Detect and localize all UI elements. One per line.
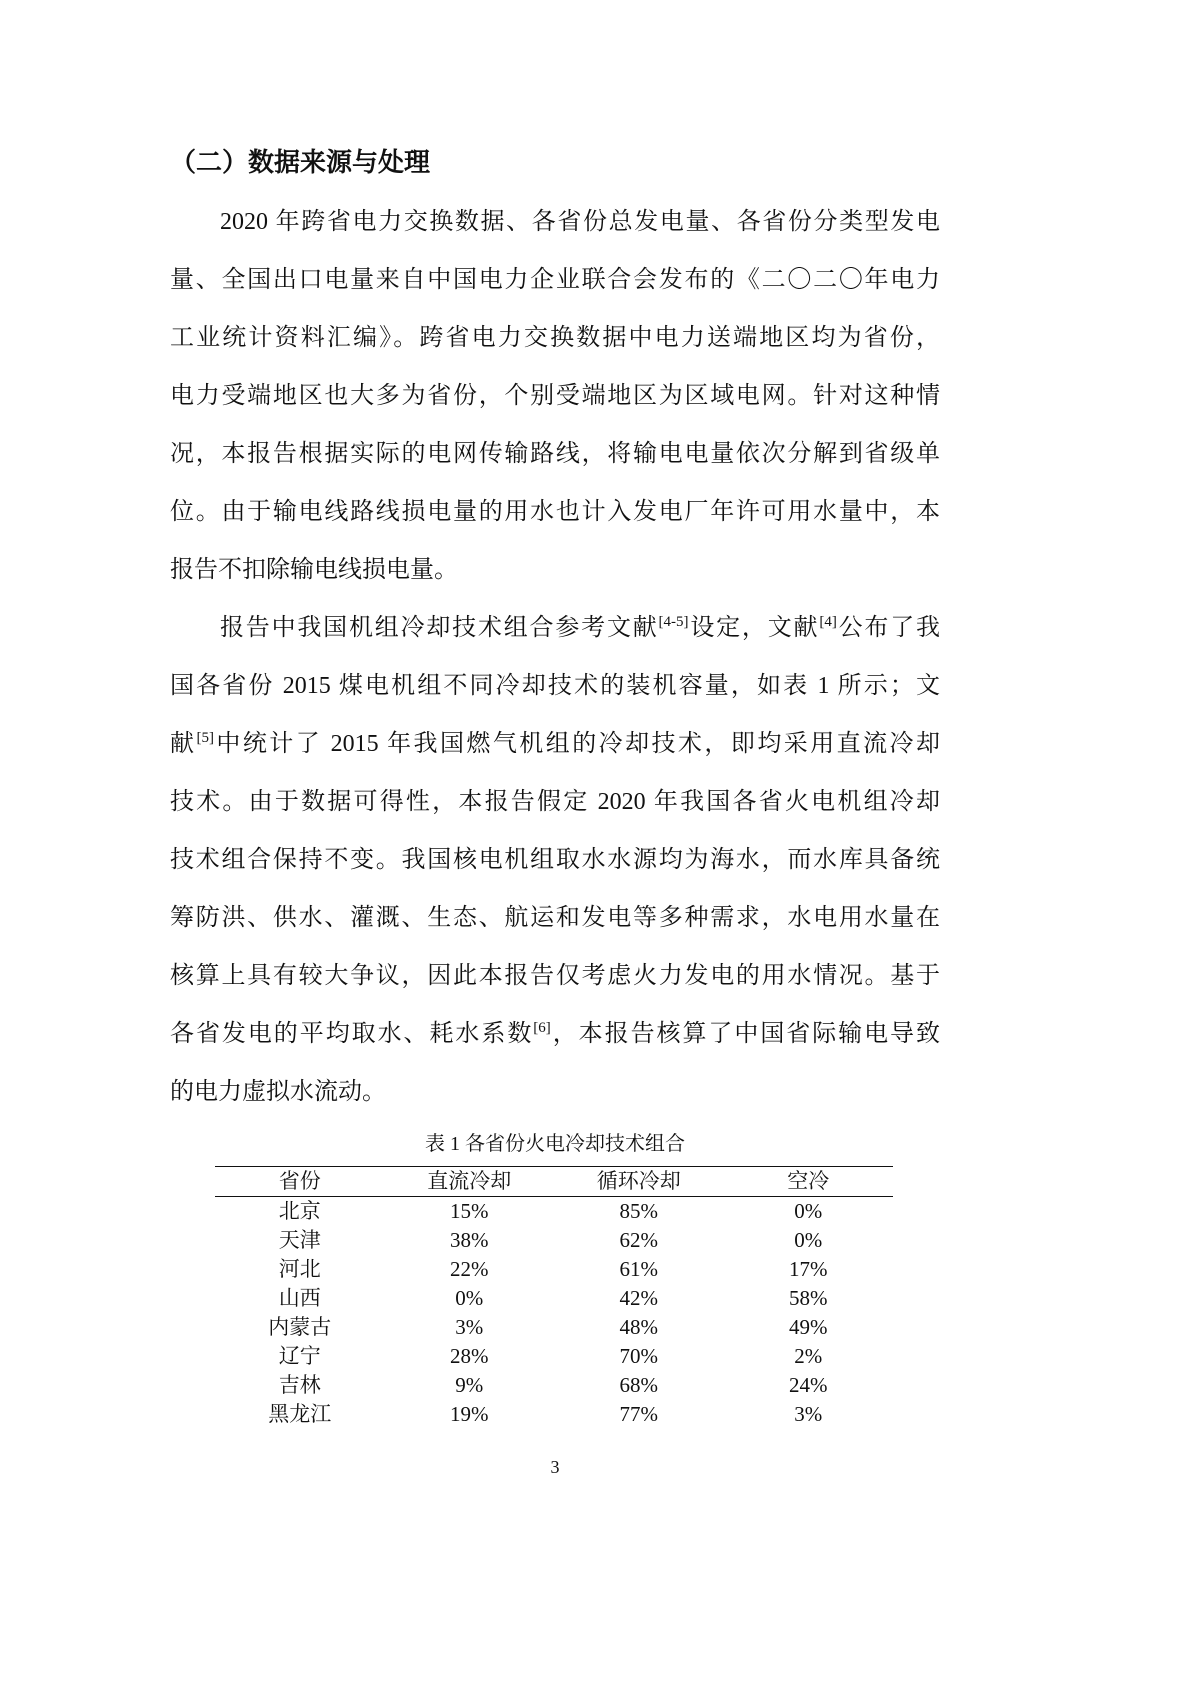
para1-line-7: 报告不扣除输电线损电量。 [170, 557, 458, 583]
cell-recirculating: 42% [619, 1286, 658, 1310]
cell-recirculating: 62% [619, 1228, 658, 1252]
cell-once-through: 0% [455, 1286, 484, 1310]
page-number: 3 [550, 1457, 560, 1477]
cell-once-through: 28% [450, 1344, 489, 1368]
cell-once-through: 3% [455, 1315, 484, 1339]
table-row [215, 1371, 893, 1400]
cell-province: 黑龙江 [268, 1402, 332, 1426]
cell-air: 0% [794, 1199, 823, 1223]
para2-line-3-text-a: 献 [170, 731, 197, 757]
cell-province: 天津 [278, 1228, 321, 1252]
header-once-through-cooling: 直流冷却 [385, 1167, 555, 1197]
header-province: 省份 [215, 1167, 385, 1197]
cell-air: 58% [789, 1286, 828, 1310]
para1-line-4: 电力受端地区也大多为省份，个别受端地区为区域电网。针对这种情 [170, 383, 940, 409]
cell-recirculating: 61% [619, 1257, 658, 1281]
cell-recirculating: 68% [619, 1373, 658, 1397]
table-row [215, 1342, 893, 1371]
cell-once-through: 22% [450, 1257, 489, 1281]
para2-line-7: 核算上具有较大争议，因此本报告仅考虑火力发电的用水情况。基于 [170, 963, 940, 989]
citation-ref-4: [4] [819, 614, 837, 630]
cell-province: 吉林 [278, 1373, 321, 1397]
table-row [215, 1284, 893, 1313]
cell-air: 3% [794, 1402, 823, 1426]
cell-recirculating: 48% [619, 1315, 658, 1339]
para2-line-5: 技术组合保持不变。我国核电机组取水水源均为海水，而水库具备统 [170, 847, 940, 873]
citation-ref-4-5: [4-5] [658, 614, 689, 630]
table-row [215, 1313, 893, 1342]
cell-province: 山西 [278, 1286, 321, 1310]
citation-ref-5: [5] [196, 730, 214, 746]
table-row [215, 1255, 893, 1284]
table-row [215, 1197, 893, 1227]
para2-line-6: 筹防洪、供水、灌溉、生态、航运和发电等多种需求，水电用水量在 [170, 905, 940, 931]
para2-line-1-text-a: 报告中我国机组冷却技术组合参考文献 [220, 615, 659, 641]
para1-line-3: 工业统计资料汇编》。跨省电力交换数据中电力送端地区均为省份， [170, 325, 940, 351]
para2-line-9: 的电力虚拟水流动。 [170, 1079, 386, 1105]
para1-line-1: 2020 年跨省电力交换数据、各省份总发电量、各省份分类型发电 [220, 209, 940, 235]
paragraph-cooling-technology [170, 599, 940, 1121]
cell-recirculating: 70% [619, 1344, 658, 1368]
cell-recirculating: 85% [619, 1199, 658, 1223]
table-row [215, 1226, 893, 1255]
cell-air: 0% [794, 1228, 823, 1252]
para2-line-1 [170, 599, 940, 657]
para2-line-2: 国各省份 2015 煤电机组不同冷却技术的装机容量，如表 1 所示；文 [170, 673, 940, 699]
cell-air: 24% [789, 1373, 828, 1397]
table-header-row [215, 1167, 893, 1197]
cell-province: 河北 [278, 1257, 321, 1281]
cell-air: 2% [794, 1344, 823, 1368]
para1-line-2: 量、全国出口电量来自中国电力企业联合会发布的《二〇二〇年电力 [170, 267, 940, 293]
cell-once-through: 19% [450, 1402, 489, 1426]
cell-recirculating: 77% [619, 1402, 658, 1426]
cell-province: 北京 [278, 1199, 321, 1223]
cell-air: 49% [789, 1315, 828, 1339]
para2-line-1-text-c: 公布了我 [836, 615, 940, 641]
cell-province: 辽宁 [278, 1344, 321, 1368]
paragraph-data-sources [170, 193, 940, 599]
para1-line-6: 位。由于输电线路线损电量的用水也计入发电厂年许可用水量中，本 [170, 499, 940, 525]
para2-line-8 [170, 1005, 940, 1063]
cell-once-through: 15% [450, 1199, 489, 1223]
para2-line-3-text-b: 中统计了 2015 年我国燃气机组的冷却技术，即均采用直流冷却 [213, 731, 940, 757]
para2-line-3 [170, 715, 940, 773]
citation-ref-6: [6] [533, 1020, 551, 1036]
data-table [215, 1166, 893, 1429]
cell-once-through: 9% [455, 1373, 484, 1397]
cell-province: 内蒙古 [268, 1315, 332, 1339]
para1-line-5: 况，本报告根据实际的电网传输路线，将输电电量依次分解到省级单 [170, 441, 940, 467]
cooling-technology-table [215, 1166, 893, 1429]
para2-line-4: 技术。由于数据可得性，本报告假定 2020 年我国各省火电机组冷却 [170, 789, 940, 815]
cell-once-through: 38% [450, 1228, 489, 1252]
para2-line-8-text-a: 各省发电的平均取水、耗水系数 [170, 1021, 534, 1047]
header-recirculating-cooling: 循环冷却 [554, 1167, 724, 1197]
table-row [215, 1400, 893, 1429]
header-air-cooling: 空冷 [724, 1167, 894, 1197]
para2-line-1-text-b: 设定，文献 [688, 615, 820, 641]
para2-line-8-text-b: ，本报告核算了中国省际输电导致 [550, 1021, 940, 1047]
section-heading: （二）数据来源与处理 [170, 148, 431, 177]
table-caption: 表 1 各省份火电冷却技术组合 [425, 1133, 685, 1155]
cell-air: 17% [789, 1257, 828, 1281]
